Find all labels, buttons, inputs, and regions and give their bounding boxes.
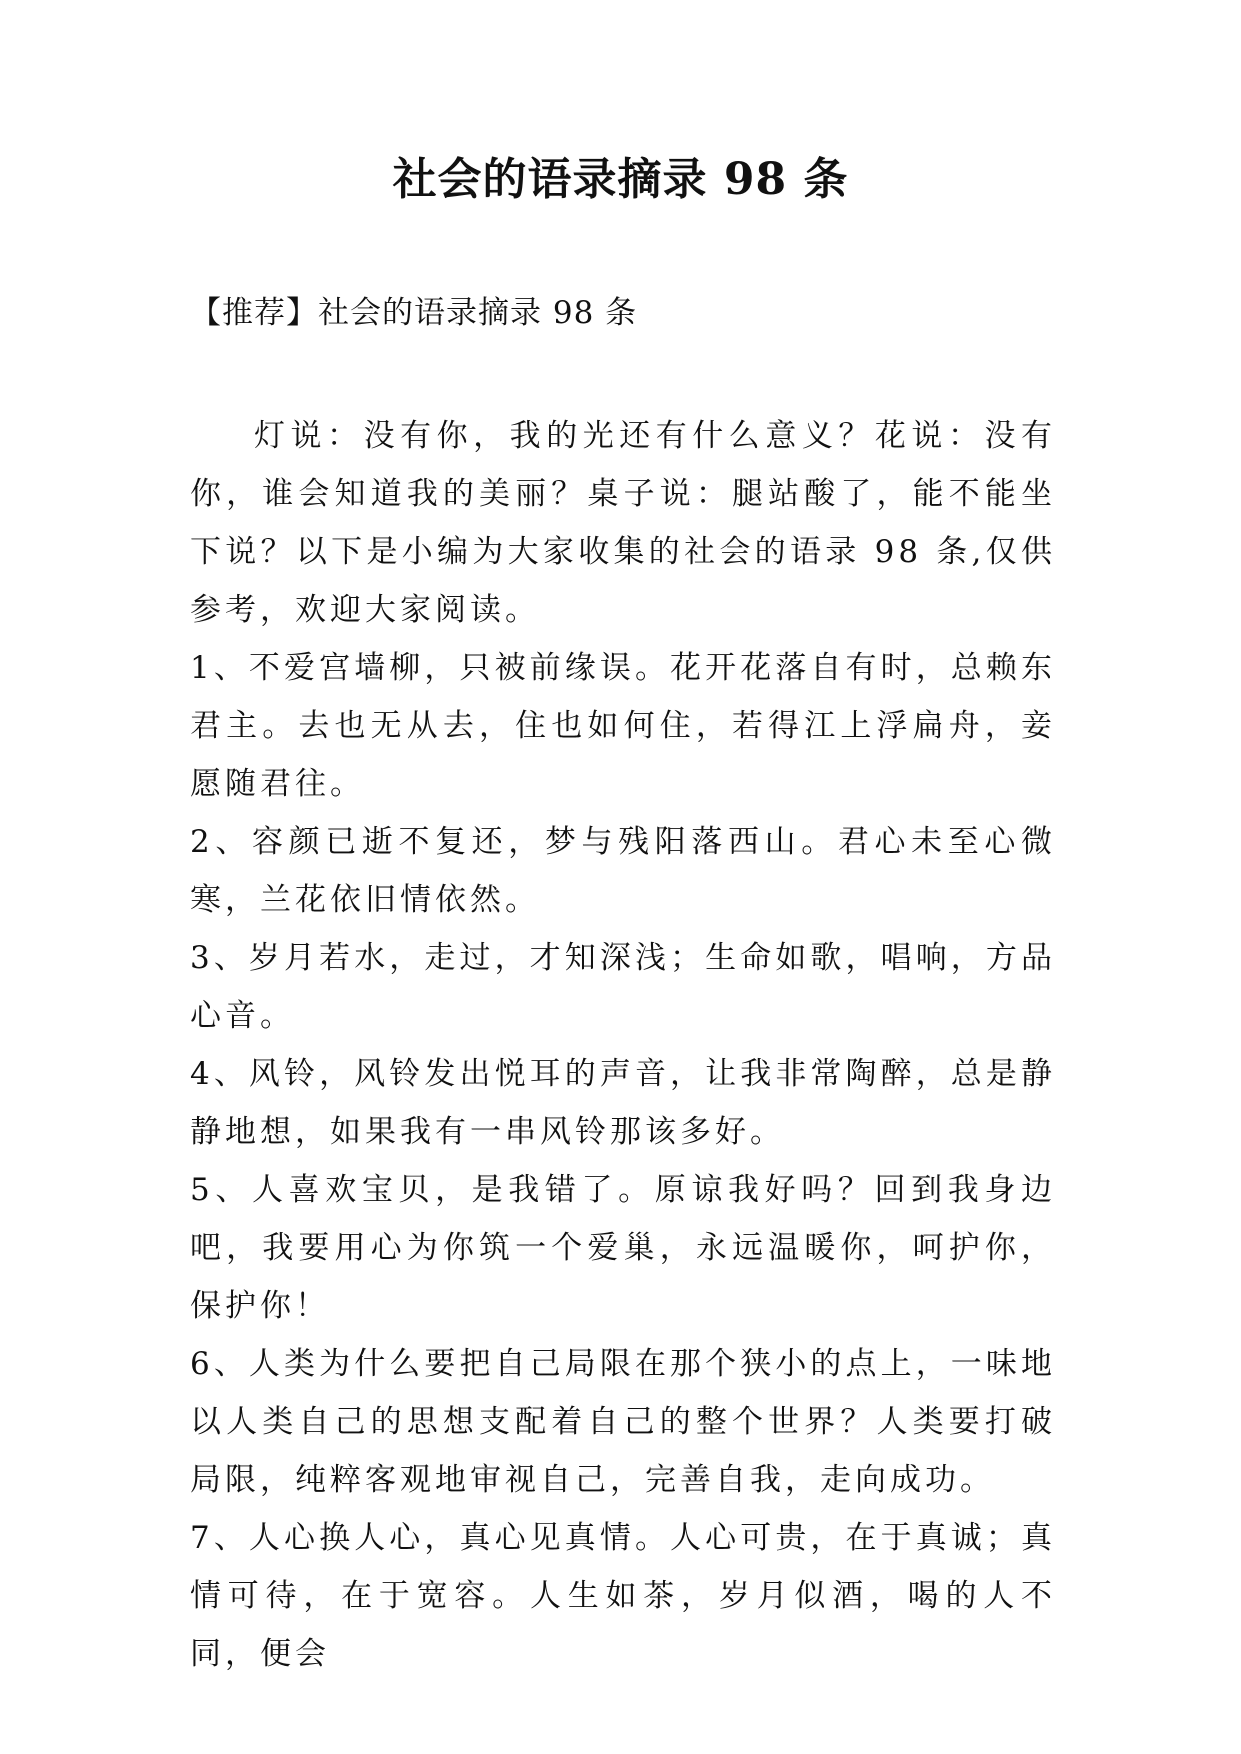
document-title: 社会的语录摘录 98 条 [392, 154, 849, 205]
intro-paragraph: 灯说：没有你，我的光还有什么意义？花说：没有你，谁会知道我的美丽？桌子说：腿站酸了，能不能坐下说？以下是小编为大家收集的社会的语录 98 条,仅供参考，欢迎大家阅读。 [190, 418, 1056, 628]
quote-item-2: 2、容颜已逝不复还，梦与残阳落西山。君心未至心微寒，兰花依旧情依然。 [190, 824, 1056, 918]
quote-item-4: 4、风铃，风铃发出悦耳的声音，让我非常陶醉，总是静静地想，如果我有一串风铃那该多好。 [190, 1056, 1056, 1150]
quote-item-7: 7、人心换人心，真心见真情。人心可贵，在于真诚；真情可待，在于宽容。人生如茶，岁月似酒，喝的人不同，便会 [190, 1520, 1056, 1672]
quote-item-3: 3、岁月若水，走过，才知深浅；生命如歌，唱响，方品心音。 [190, 940, 1056, 1034]
quote-item-5: 5、人喜欢宝贝，是我错了。原谅我好吗？回到我身边吧，我要用心为你筑一个爱巢，永远温暖你，呵护你，保护你！ [190, 1172, 1056, 1324]
document-subtitle: 【推荐】社会的语录摘录 98 条 [190, 295, 638, 331]
document-body [190, 407, 1056, 1697]
quote-item-6: 6、人类为什么要把自己局限在那个狭小的点上，一味地以人类自己的思想支配着自己的整个世界？人类要打破局限，纯粹客观地审视自己，完善自我，走向成功。 [190, 1346, 1056, 1498]
quote-item-1: 1、不爱宫墙柳，只被前缘误。花开花落自有时，总赖东君主。去也无从去，住也如何住，若得江上浮扁舟，妾愿随君往。 [190, 650, 1056, 802]
